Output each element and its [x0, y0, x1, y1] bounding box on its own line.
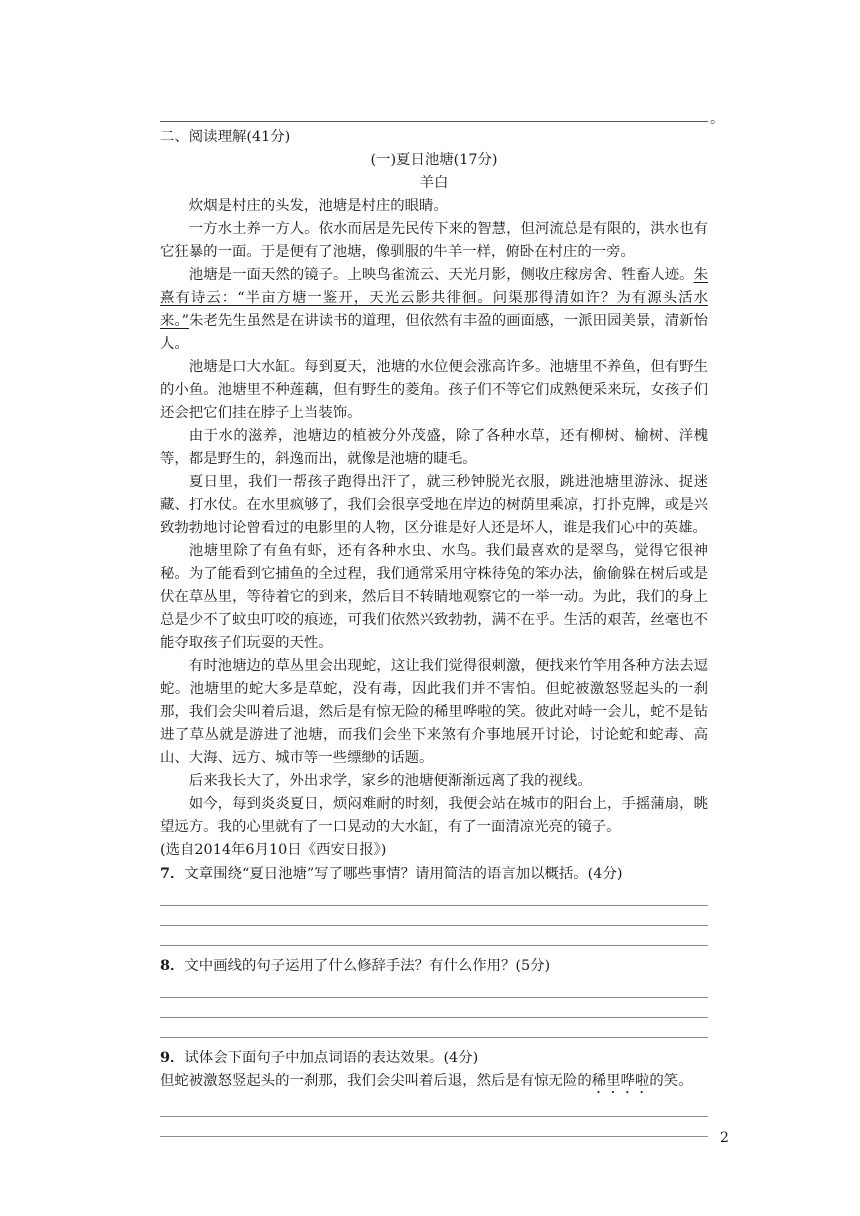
question-7	[160, 862, 708, 946]
passage-author: 羊白	[419, 175, 449, 191]
paragraph-9: 如今，每到炎炎夏日，烦闷难耐的时刻，我便会站在城市的阳台上，手摇蒲扇，眺望远方。我的心里就有了一口晃动的大水缸，有了一面清凉光亮的镜子。	[160, 796, 708, 835]
mirror-text-before: 池塘是一面天然的镜子。上映鸟雀流云、天光月影，侧收庄稼房舍、牲畜人迹。	[188, 267, 694, 283]
paragraph-3: 池塘是口大水缸。每到夏天，池塘的水位便会涨高许多。池塘里不养鱼，但有野生的小鱼。池塘里不种莲藕，但有野生的菱角。孩子们不等它们成熟便采来玩，女孩子们还会把它们挂在脖子上当装饰。	[160, 359, 708, 421]
answer-line[interactable]	[160, 1116, 708, 1117]
paragraph-1: 炊烟是村庄的头发，池塘是村庄的眼睛。	[188, 198, 448, 214]
section-title: 二、阅读理解(41分)	[160, 129, 291, 145]
question-8	[160, 954, 708, 1038]
passage-title: (一)夏日池塘(17分)	[370, 152, 498, 168]
answer-line[interactable]	[160, 997, 708, 998]
paragraph-8: 后来我长大了，外出求学，家乡的池塘便渐渐远离了我的视线。	[188, 773, 592, 789]
paragraph-4: 由于水的滋养，池塘边的植被分外茂盛，除了各种水草，还有柳树、榆树、洋槐等，都是野生的，斜逸而出，就像是池塘的睫毛。	[160, 428, 708, 467]
question-text: 文中画线的句子运用了什么修辞手法？有什么作用？(5分)	[184, 958, 551, 974]
paragraph-6: 池塘里除了有鱼有虾，还有各种水虫、水鸟。我们最喜欢的是翠鸟，觉得它很神秘。为了能看到它捕鱼的全过程，我们通常采用守株待兔的笨办法，偷偷躲在树后或是伏在草丛里，等待着它的到来，然后目不转睛地观察它的一举一动。为此，我们的身上总是少不了蚊虫叮咬的痕迹，可我们依然兴致勃勃，满不在乎。生活的艰苦，丝毫也不能夺取孩子们玩耍的天性。	[160, 543, 708, 651]
answer-line[interactable]	[160, 1136, 708, 1137]
question-number: 9．	[160, 1049, 185, 1066]
mirror-text-after: 朱老先生虽然是在讲读书的道理，但依然有丰盈的画面感，一派田园美景，清新怡人。	[160, 313, 708, 352]
answer-line[interactable]	[160, 1017, 708, 1018]
answer-line[interactable]	[160, 905, 708, 906]
content-area	[160, 126, 708, 1145]
answer-line	[160, 121, 708, 122]
q9-text-before: 但蛇被激怒竖起头的一刹那，我们会尖叫着后退，然后是有惊无险的	[160, 1073, 592, 1089]
answer-line[interactable]	[160, 925, 708, 926]
q9-text-after: 的笑。	[649, 1073, 693, 1089]
previous-answer-line	[160, 108, 724, 127]
paragraph-mirror	[160, 264, 708, 356]
passage-source: (选自2014年6月10日《西安日报》)	[160, 842, 387, 858]
paragraph-2: 一方水土养一方人。依水而居是先民传下来的智慧，但河流总是有限的，洪水也有它狂暴的一面。于是便有了池塘，像驯服的牛羊一样，俯卧在村庄的一旁。	[160, 221, 708, 260]
page-number: 2	[720, 1130, 729, 1146]
paragraph-7: 有时池塘边的草丛里会出现蛇，这让我们觉得很刺激，便找来竹竿用各种方法去逗蛇。池塘里的蛇大多是草蛇，没有毒，因此我们并不害怕。但蛇被激怒竖起头的一刹那，我们会尖叫着后退，然后是有惊无险的稀里哗啦的笑。彼此对峙一会儿，蛇不是钻进了草丛就是游进了池塘，而我们会坐下来煞有介事地展开讨论，讨论蛇和蛇毒、高山、大海、远方、城市等一些缥缈的话题。	[160, 658, 708, 766]
question-number: 8．	[160, 957, 185, 974]
question-9	[160, 1046, 708, 1137]
paragraph-5: 夏日里，我们一帮孩子跑得出汗了，就三秒钟脱光衣服，跳进池塘里游泳、捉迷藏、打水仗。在水里疯够了，我们会很享受地在岸边的树荫里乘凉，打扑克牌，或是兴致勃勃地讨论曾看过的电影里的人物，区分谁是好人还是坏人，谁是我们心中的英雄。	[160, 474, 708, 536]
line-end-period: 。	[710, 111, 724, 127]
q9-sentence	[160, 1070, 708, 1097]
question-number: 7．	[160, 865, 185, 882]
answer-line[interactable]	[160, 945, 708, 946]
dotted-words: 稀里哗啦	[591, 1073, 650, 1089]
question-text: 试体会下面句子中加点词语的表达效果。(4分)	[184, 1050, 479, 1066]
question-text: 文章围绕“夏日池塘”写了哪些事情？请用简洁的语言加以概括。(4分)	[184, 866, 623, 882]
answer-line[interactable]	[160, 1037, 708, 1038]
underlined-sentence: 朱熹有诗云：“半亩方塘一鉴开，天光云影共徘徊。问渠那得清如许？为有源头活水来。”	[160, 267, 708, 329]
